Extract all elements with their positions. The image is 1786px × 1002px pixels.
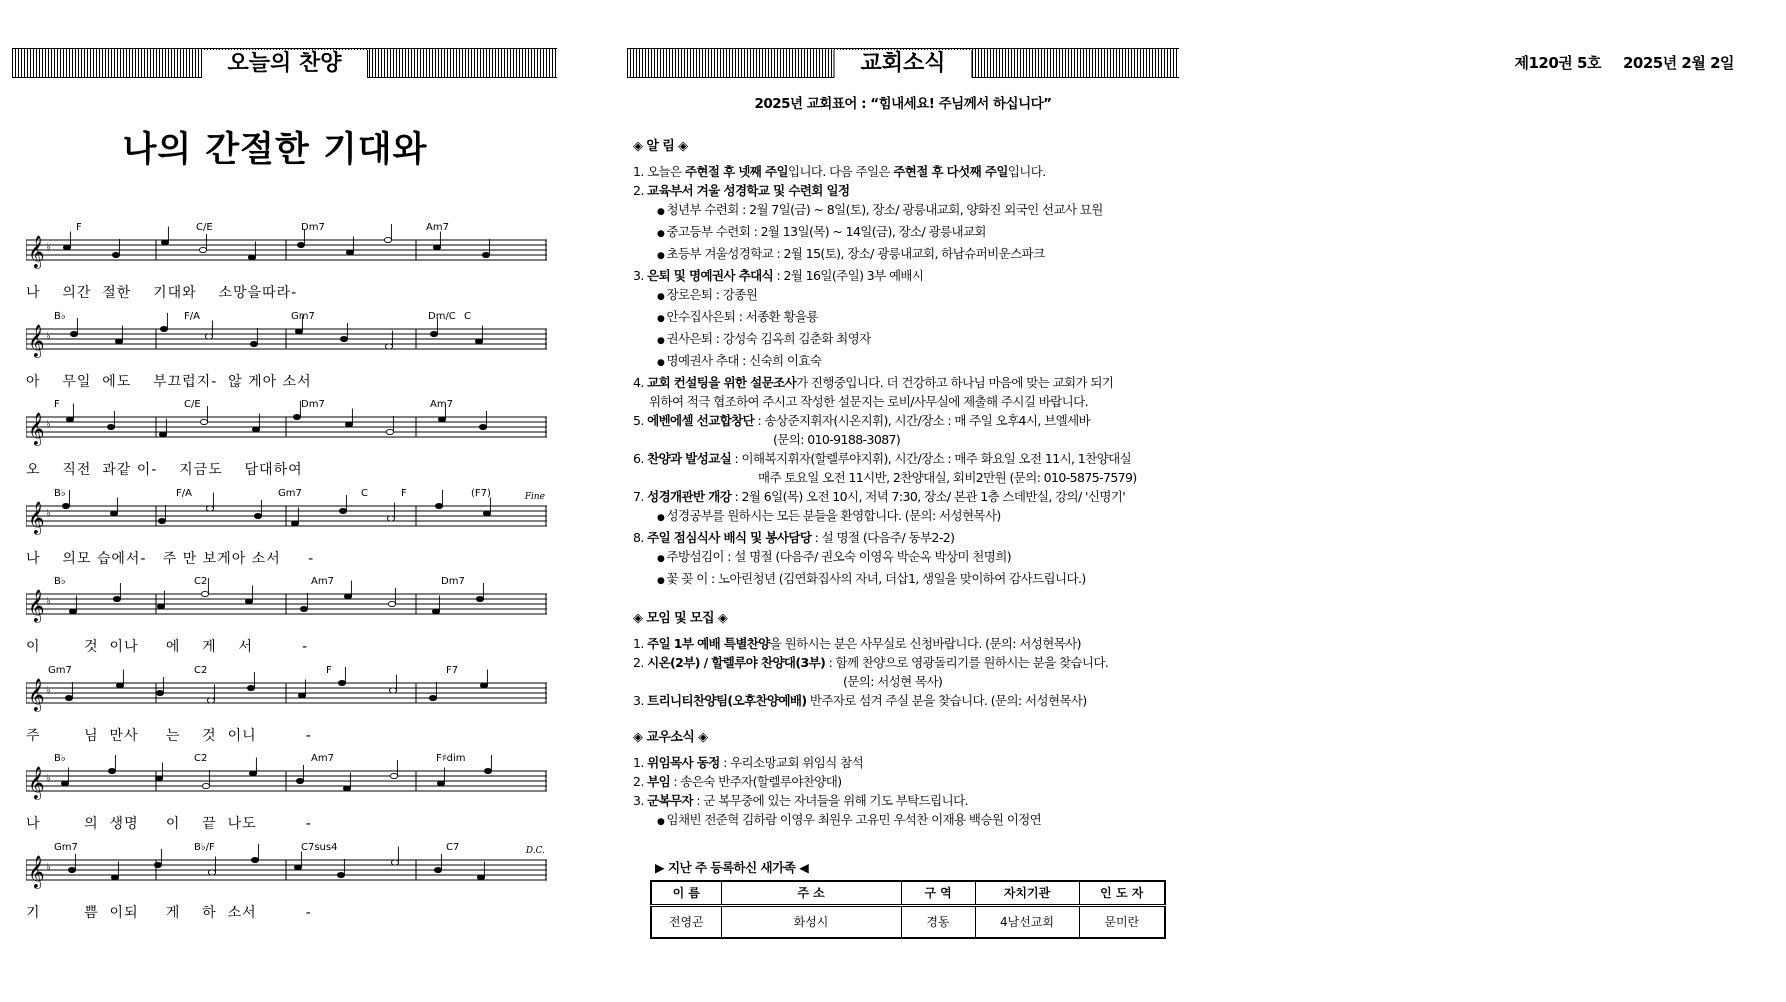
list-item: ● 주방섬김이 : 설 명절 (다음주/ 권오숙 이영옥 박순옥 박상미 천명희) xyxy=(633,547,1193,569)
new-members-title: ▶ 지난 주 등록하신 새가족 ◀ xyxy=(655,860,809,875)
music-staff xyxy=(26,665,549,721)
treble-clef-icon: 𝄞 xyxy=(28,235,45,268)
chord-symbol: F xyxy=(401,487,407,499)
meeting-heading: ◈ 모임 및 모집 ◈ xyxy=(633,611,728,626)
note-head xyxy=(111,874,118,879)
new-members-table xyxy=(650,880,1166,939)
chord-symbol: B♭ xyxy=(54,576,66,587)
key-flat-icon: ♭ xyxy=(46,330,51,342)
staff-row xyxy=(26,222,549,308)
treble-clef-icon: 𝄞 xyxy=(28,677,45,711)
chord-symbol: F♯dim xyxy=(436,753,466,764)
note-head xyxy=(199,247,206,252)
note-head xyxy=(385,343,392,348)
key-flat-icon: ♭ xyxy=(46,596,51,607)
note-head xyxy=(248,255,255,260)
note-head xyxy=(65,695,72,700)
hymn-section-label: 오늘의 찬양 xyxy=(201,50,369,78)
staff-row xyxy=(26,488,549,574)
note-head xyxy=(155,776,162,781)
lyric-line: 아 무일 에도 부끄럽지- 않 게아 소서 xyxy=(26,373,312,390)
lyric-line: 주 님 만사 는 것 이니 - xyxy=(26,727,312,744)
note-head xyxy=(297,242,304,247)
notice-item: 8. 주일 점심식사 배식 및 봉사담당 : 설 명절 (다음주/ 동부2-2) xyxy=(633,530,955,545)
note-head xyxy=(339,508,346,513)
note-head xyxy=(475,338,482,343)
key-flat-icon: ♭ xyxy=(46,419,51,430)
note-head xyxy=(295,328,302,333)
chord-symbol: C/E xyxy=(184,399,201,410)
list-item: ● 청년부 수련회 : 2월 7일(금) ~ 8일(토), 장소/ 광릉내교회, 양화진 외국인 선교사 묘원 xyxy=(633,200,1193,222)
chord-symbol: Gm7 xyxy=(278,487,302,499)
notice-item: 1. 오늘은 주현절 후 넷째 주일입니다. 다음 주일은 주현절 후 다섯째 주일입니다. xyxy=(633,164,1046,179)
notice-item: 3. 군복무자 : 군 복무중에 있는 자녀들을 위해 기도 부탁드립니다. xyxy=(633,793,968,808)
chord-symbol: C/E xyxy=(196,222,213,233)
note-head xyxy=(345,422,352,427)
note-head xyxy=(300,606,307,611)
list-item: ● 중고등부 수련회 : 2월 13일(목) ~ 14일(금), 장소/ 광릉내교회 xyxy=(633,222,1193,244)
chord-symbol: C7 xyxy=(446,841,460,853)
note-head xyxy=(482,252,489,257)
chord-symbol: Am7 xyxy=(311,576,334,587)
cell-guide: 문미란 xyxy=(1079,905,1165,938)
list-item: ● 꽃 꽂 이 : 노아린청년 (김연화집사의 자녀, 더삽1, 생일을 맞이하여 감사드립니다.) xyxy=(633,569,1193,591)
note-head xyxy=(208,869,215,874)
notice-continuation: (문의: 서성현 목사) xyxy=(843,674,943,689)
list-item: ● 임채빈 전준혁 김하람 이영우 최원우 고유민 우석찬 이재용 백승원 이정연 xyxy=(633,810,1193,832)
note-head xyxy=(254,513,261,518)
chord-symbol: Gm7 xyxy=(291,310,315,322)
chord-symbol: (F7) xyxy=(471,487,491,499)
note-head xyxy=(480,682,487,687)
key-flat-icon: ♭ xyxy=(46,861,51,873)
note-head xyxy=(250,341,257,346)
note-head xyxy=(476,596,483,601)
music-staff xyxy=(26,311,549,367)
music-staff xyxy=(26,842,549,898)
note-head xyxy=(338,680,345,685)
note-head xyxy=(384,237,391,242)
note-head xyxy=(386,429,393,434)
hymn-section-header xyxy=(12,48,557,78)
key-flat-icon: ♭ xyxy=(46,773,51,784)
note-head xyxy=(337,872,344,877)
cell-address: 화성시 xyxy=(721,905,901,938)
music-staff xyxy=(26,576,549,632)
treble-clef-icon: 𝄞 xyxy=(28,412,45,445)
chord-symbol: F/A xyxy=(184,310,200,322)
note-head xyxy=(391,859,398,864)
col-guide: 인 도 자 xyxy=(1079,881,1165,905)
treble-clef-icon: 𝄞 xyxy=(28,323,45,357)
note-head xyxy=(346,250,353,255)
list-item: ● 성경공부를 원하시는 모든 분들을 환영합니다. (문의: 서성현목사) xyxy=(633,506,1193,528)
note-head xyxy=(107,424,114,429)
notice-item: 1. 위임목사 동정 : 우리소망교회 위임식 참석 xyxy=(633,755,864,770)
note-head xyxy=(112,252,119,257)
note-head xyxy=(110,510,117,515)
note-head xyxy=(389,687,396,692)
note-head xyxy=(298,692,305,697)
staff-row xyxy=(26,399,549,485)
notice-item: 4. 교회 컨설팅을 위한 설문조사가 진행중입니다. 더 건강하고 하나님 마음에 맞는 교회가 되기 xyxy=(633,375,1114,390)
note-head xyxy=(252,427,259,432)
note-head xyxy=(479,424,486,429)
cell-name: 전영곤 xyxy=(651,905,721,938)
treble-clef-icon: 𝄞 xyxy=(28,854,45,888)
list-item: ● 초등부 겨울성경학교 : 2월 15(토), 장소/ 광릉내교회, 하남슈퍼비운스파크 xyxy=(633,244,1193,266)
notice-continuation: 위하여 적극 협조하여 주시고 작성한 설문지는 로비/사무실에 제출해 주시길 바랍니다. xyxy=(649,394,1088,409)
note-head xyxy=(388,601,395,606)
notice-item: 1. 주일 1부 예배 특별찬양을 원하시는 분은 사무실로 신청바랍니다. (문의: 서성현목사) xyxy=(633,636,1081,651)
note-head xyxy=(340,336,347,341)
key-flat-icon: ♭ xyxy=(46,684,51,696)
note-head xyxy=(483,510,490,515)
note-head xyxy=(207,697,214,702)
note-head xyxy=(245,599,252,604)
note-head xyxy=(430,331,437,336)
chord-symbol: F7 xyxy=(446,664,459,676)
music-staff xyxy=(26,399,549,455)
note-head xyxy=(433,245,440,250)
note-head xyxy=(251,857,258,862)
alert-heading: ◈ 알 림 ◈ xyxy=(633,139,688,154)
note-head xyxy=(62,503,69,508)
lyric-line: 나 의 생명 이 끝 나도 - xyxy=(26,816,312,832)
treble-clef-icon: 𝄞 xyxy=(28,589,45,622)
notice-item: 2. 부임 : 송은숙 반주자(할렐루야찬양대) xyxy=(633,774,842,789)
chord-symbol: Gm7 xyxy=(54,841,78,853)
chord-symbol: Dm7 xyxy=(441,576,465,587)
chord-symbol: C xyxy=(361,487,368,499)
list-item: ● 안수집사은퇴 : 서종환 황을룡 xyxy=(633,307,1193,329)
note-head xyxy=(108,768,115,773)
notice-item: 7. 성경개관반 개강 : 2월 6일(목) 오전 10시, 저녁 7:30, 장소/ 본관 1층 스데반실, 강의/ '신명기' xyxy=(633,489,1126,504)
note-head xyxy=(201,591,208,596)
staff-row xyxy=(26,311,549,397)
chord-symbol: F/A xyxy=(176,487,192,499)
chord-symbol: C2 xyxy=(194,753,208,764)
note-head xyxy=(343,786,350,791)
note-head xyxy=(477,874,484,879)
chord-symbol: Am7 xyxy=(311,753,334,764)
note-head xyxy=(66,417,73,422)
note-head xyxy=(200,419,207,424)
issue-date: 2025년 2월 2일 xyxy=(1622,54,1734,72)
note-head xyxy=(154,862,161,867)
chord-symbol: Dm7 xyxy=(301,222,325,233)
note-head xyxy=(294,864,301,869)
note-head xyxy=(205,333,212,338)
note-head xyxy=(429,695,436,700)
cell-district: 경동 xyxy=(901,905,975,938)
church-motto: 2025년 교회표어 : “힘내세요! 주님께서 하십니다” xyxy=(754,96,1052,112)
chord-symbol: C2 xyxy=(194,576,208,587)
note-head xyxy=(344,594,351,599)
list-item: ● 권사은퇴 : 강성숙 김옥희 김춘화 최영자 xyxy=(633,329,1193,351)
treble-clef-icon: 𝄞 xyxy=(28,500,45,534)
lyric-line: 나 의간 절한 기대와 소망을따라- xyxy=(26,285,298,301)
chord-symbol: Am7 xyxy=(430,399,453,410)
volume-number: 제120권 5호 xyxy=(1514,54,1601,72)
notice-item: 2. 교육부서 겨울 성경학교 및 수련회 일정 xyxy=(633,183,850,198)
note-head xyxy=(437,781,444,786)
note-head xyxy=(435,503,442,508)
note-head xyxy=(69,609,76,614)
cell-group: 4남선교회 xyxy=(975,905,1079,938)
note-head xyxy=(247,685,254,690)
col-group: 자치기관 xyxy=(975,881,1079,905)
key-flat-icon: ♭ xyxy=(46,242,51,253)
chord-symbol: B♭ xyxy=(54,753,66,764)
notice-item: 6. 찬양과 발성교실 : 이해복지휘자(할렐루야지휘), 시간/장소 : 매주 화요일 오전 11시, 1찬양대실 xyxy=(633,451,1132,466)
col-address: 주 소 xyxy=(721,881,901,905)
lyric-line: 오 직전 과같 이- 지금도 담대하여 xyxy=(26,462,303,478)
note-head xyxy=(432,609,439,614)
table-row xyxy=(651,905,1165,938)
note-head xyxy=(390,773,397,778)
chord-symbol: Dm/C xyxy=(428,310,456,322)
music-staff xyxy=(26,222,549,278)
issue-info xyxy=(1515,52,1735,73)
note-head xyxy=(161,240,168,245)
chord-symbol: B♭/F xyxy=(194,841,215,853)
col-district: 구 역 xyxy=(901,881,975,905)
note-head xyxy=(157,604,164,609)
note-head xyxy=(61,781,68,786)
music-mark: D.C. xyxy=(525,845,545,856)
chord-symbol: F xyxy=(326,664,332,676)
chord-symbol: C7sus4 xyxy=(301,841,338,853)
note-head xyxy=(116,682,123,687)
note-head xyxy=(296,778,303,783)
list-item: ● 장로은퇴 : 강종원 xyxy=(633,285,1193,307)
note-head xyxy=(434,867,441,872)
note-head xyxy=(160,326,167,331)
chord-symbol: C2 xyxy=(194,664,208,676)
chord-symbol: Gm7 xyxy=(48,664,72,676)
note-head xyxy=(387,515,394,520)
music-mark: Fine xyxy=(524,491,545,502)
music-staff xyxy=(26,753,549,809)
staff-row xyxy=(26,753,549,839)
table-header-row xyxy=(651,881,1165,905)
chord-symbol: Am7 xyxy=(426,222,449,233)
note-head xyxy=(291,520,298,525)
member-news-heading: ◈ 교우소식 ◈ xyxy=(633,730,708,745)
news-section-label: 교회소식 xyxy=(833,50,972,78)
news-section-header xyxy=(627,48,1179,78)
note-head xyxy=(70,331,77,336)
notice-item: 2. 시온(2부) / 할렐루야 찬양대(3부) : 함께 찬양으로 영광돌리기를 원하시는 분을 찾습니다. xyxy=(633,655,1109,670)
note-head xyxy=(158,518,165,523)
note-head xyxy=(206,505,213,510)
note-head xyxy=(115,338,122,343)
notice-continuation: 매주 토요일 오전 11시반, 2찬양대실, 회비2만원 (문의: 010-5875-7579) xyxy=(758,470,1137,485)
staff-row xyxy=(26,665,549,751)
notice-item: 3. 트리니티찬양팀(오후찬양예배) 반주자로 섬겨 주실 분을 찾습니다. (문의: 서성현목사) xyxy=(633,693,1087,708)
chord-symbol: C xyxy=(464,310,471,322)
note-head xyxy=(293,414,300,419)
treble-clef-icon: 𝄞 xyxy=(28,766,45,799)
chord-symbol: F xyxy=(76,222,82,233)
note-head xyxy=(159,432,166,437)
notice-continuation: (문의: 010-9188-3087) xyxy=(773,432,901,447)
note-head xyxy=(202,783,209,788)
note-head xyxy=(438,417,445,422)
staff-row xyxy=(26,576,549,662)
note-head xyxy=(249,771,256,776)
notices xyxy=(633,137,1193,832)
notice-item: 3. 은퇴 및 명예권사 추대식 : 2월 16일(주일) 3부 예배시 xyxy=(633,268,924,283)
lyric-line: 이 것 이나 에 게 서 - xyxy=(26,639,309,655)
song-title: 나의 간절한 기대와 xyxy=(122,130,428,170)
chord-symbol: F xyxy=(54,399,60,410)
lyric-line: 나 의모 습에서- 주 만 보게아 소서 - xyxy=(26,550,315,567)
note-head xyxy=(63,245,70,250)
music-staff xyxy=(26,488,549,544)
note-head xyxy=(68,867,75,872)
col-name: 이 름 xyxy=(651,881,721,905)
lyric-line: 기 쁨 이되 게 하 소서 - xyxy=(26,904,312,921)
chord-symbol: B♭ xyxy=(54,310,66,322)
note-head xyxy=(113,596,120,601)
note-head xyxy=(156,690,163,695)
staff-row xyxy=(26,842,549,928)
chord-symbol: B♭ xyxy=(54,487,66,499)
list-item: ● 명예권사 추대 : 신숙희 이효숙 xyxy=(633,351,1193,373)
notice-item: 5. 에벤에셀 선교합창단 : 송상준지휘자(시온지휘), 시간/장소 : 매 주일 오후4시, 브엘세바 xyxy=(633,413,1091,428)
note-head xyxy=(484,768,491,773)
chord-symbol: Dm7 xyxy=(301,399,325,410)
key-flat-icon: ♭ xyxy=(46,507,51,519)
